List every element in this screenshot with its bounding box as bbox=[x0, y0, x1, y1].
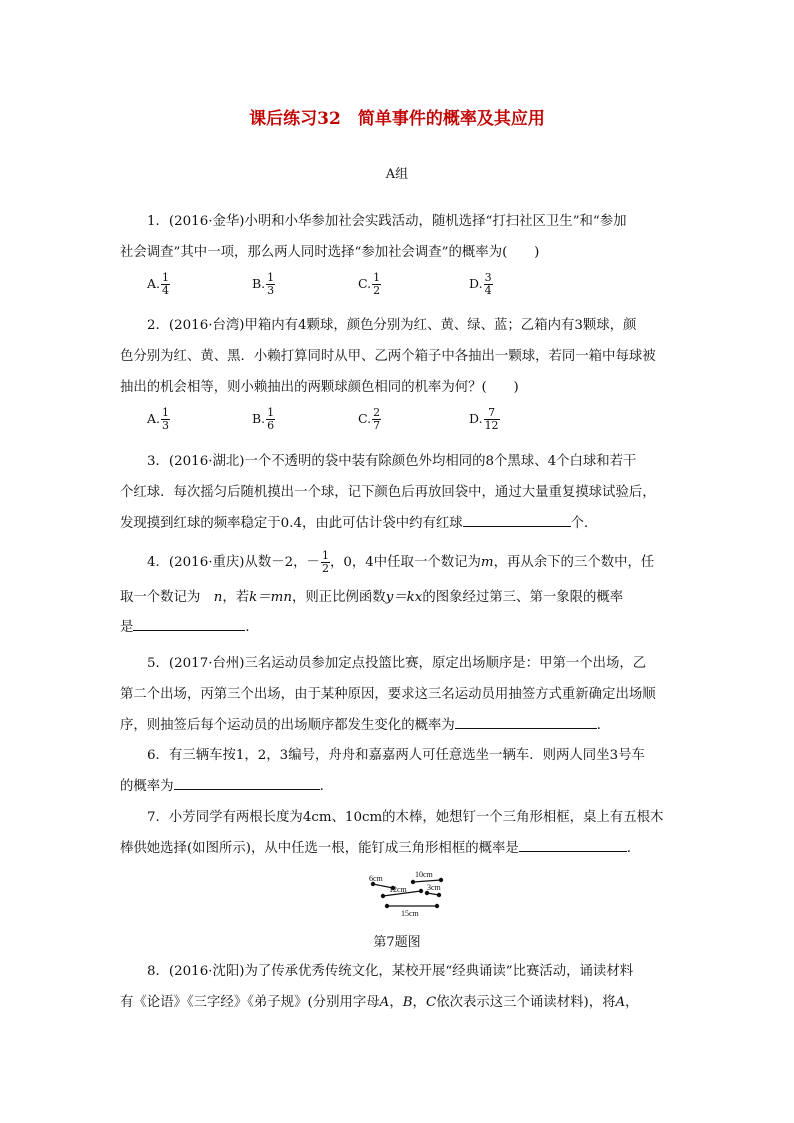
q3-line3: 发现摸到红球的频率稳定于0.4，由此可估计袋中约有红球 个． bbox=[120, 516, 598, 531]
q1-option-b: B. $\frac{1}{3}$ bbox=[252, 271, 275, 297]
q1-line1: 1．(2016·金华)小明和小华参加社会实践活动，随机选择“打扫社区卫生”和“参加 bbox=[147, 214, 627, 229]
q6-line2: 的概率为 ． bbox=[120, 779, 333, 794]
q5-line3: 序，则抽签后每个运动员的出场顺序都发生变化的概率为 ． bbox=[120, 718, 611, 733]
q4-line2: 取一个数记为 n，若k＝mn，则正比例函数y＝kx的图象经过第三、第一象限的概率 bbox=[120, 590, 624, 605]
q3-line1: 3．(2016·湖北)一个不透明的袋中装有除颜色外均相同的8个黑球、4个白球和若干 bbox=[147, 454, 637, 469]
label-3cm: 3cm bbox=[427, 883, 441, 892]
label-6cm: 6cm bbox=[369, 874, 383, 883]
answer-blank bbox=[455, 727, 597, 729]
q5-line2: 第二个出场，丙第三个出场，由于某种原因，要求这三名运动员用抽签方式重新确定出场顺 bbox=[120, 687, 656, 702]
label-15cm: 15cm bbox=[401, 909, 419, 918]
q2-option-a: A. $\frac{1}{3}$ bbox=[147, 406, 170, 432]
figure-caption: 第7题图 bbox=[373, 935, 421, 950]
page-title: 课后练习32 简单事件的概率及其应用 bbox=[249, 109, 545, 129]
q1-option-d: D. $\frac{3}{4}$ bbox=[469, 271, 492, 297]
q2-line2: 色分别为红、黄、黑．小赖打算同时从甲、乙两个箱子中各抽出一颗球，若同一箱中每球被 bbox=[120, 349, 656, 364]
q5-line1: 5．(2017·台州)三名运动员参加定点投篮比赛，原定出场顺序是：甲第一个出场，乙 bbox=[147, 656, 647, 671]
sticks-figure bbox=[365, 868, 455, 918]
answer-blank bbox=[174, 788, 320, 790]
q2-option-c: C. $\frac{2}{7}$ bbox=[358, 406, 381, 432]
answer-blank bbox=[519, 850, 627, 852]
q6-line1: 6．有三辆车按1，2，3编号，舟舟和嘉嘉两人可任意选坐一辆车．则两人同坐3号车 bbox=[147, 748, 645, 763]
q2-line3: 抽出的机会相等，则小赖抽出的两颗球颜色相同的机率为何？( ) bbox=[120, 380, 519, 395]
answer-blank bbox=[463, 525, 571, 527]
q8-line1: 8．(2016·沈阳)为了传承优秀传统文化，某校开展“经典诵读”比赛活动，诵读材料 bbox=[147, 964, 634, 979]
q4-line3: 是 ． bbox=[120, 620, 259, 635]
q7-line1: 7．小芳同学有两根长度为4cm、10cm的木棒，她想钉一个三角形相框，桌上有五根木 bbox=[147, 810, 664, 825]
label-10cm: 10cm bbox=[415, 870, 433, 879]
q1-option-c: C. $\frac{1}{2}$ bbox=[358, 271, 381, 297]
q1-line2: 社会调查”其中一项，那么两人同时选择“参加社会调查”的概率为( ) bbox=[120, 245, 540, 260]
q2-option-b: B. $\frac{1}{6}$ bbox=[252, 406, 275, 432]
q8-line2: 有《论语》《三字经》《弟子规》(分别用字母A，B，C依次表示这三个诵读材料)，将A， bbox=[120, 995, 639, 1010]
label-12cm: 12cm bbox=[389, 885, 407, 894]
q7-line2: 棒供她选择(如图所示)，从中任选一根，能钉成三角形相框的概率是 ． bbox=[120, 841, 641, 856]
q2-option-d: D. $\frac{7}{12}$ bbox=[469, 406, 499, 432]
q3-line2: 个红球．每次摇匀后随机摸出一个球，记下颜色后再放回袋中，通过大量重复摸球试验后， bbox=[120, 485, 656, 500]
q4-line1: 4．(2016·重庆)从数－2，－ $\frac{1}{2}$ ，0，4中任取一个数记为m，再从余下的三个数中，任 bbox=[147, 549, 655, 575]
q1-option-a: A. $\frac{1}{4}$ bbox=[147, 271, 170, 297]
stick-10cm bbox=[413, 880, 441, 882]
section-heading: A组 bbox=[385, 167, 409, 182]
q2-line1: 2．(2016·台湾)甲箱内有4颗球，颜色分别为红、黄、绿、蓝；乙箱内有3颗球，颜 bbox=[147, 318, 637, 333]
answer-blank bbox=[133, 629, 245, 631]
